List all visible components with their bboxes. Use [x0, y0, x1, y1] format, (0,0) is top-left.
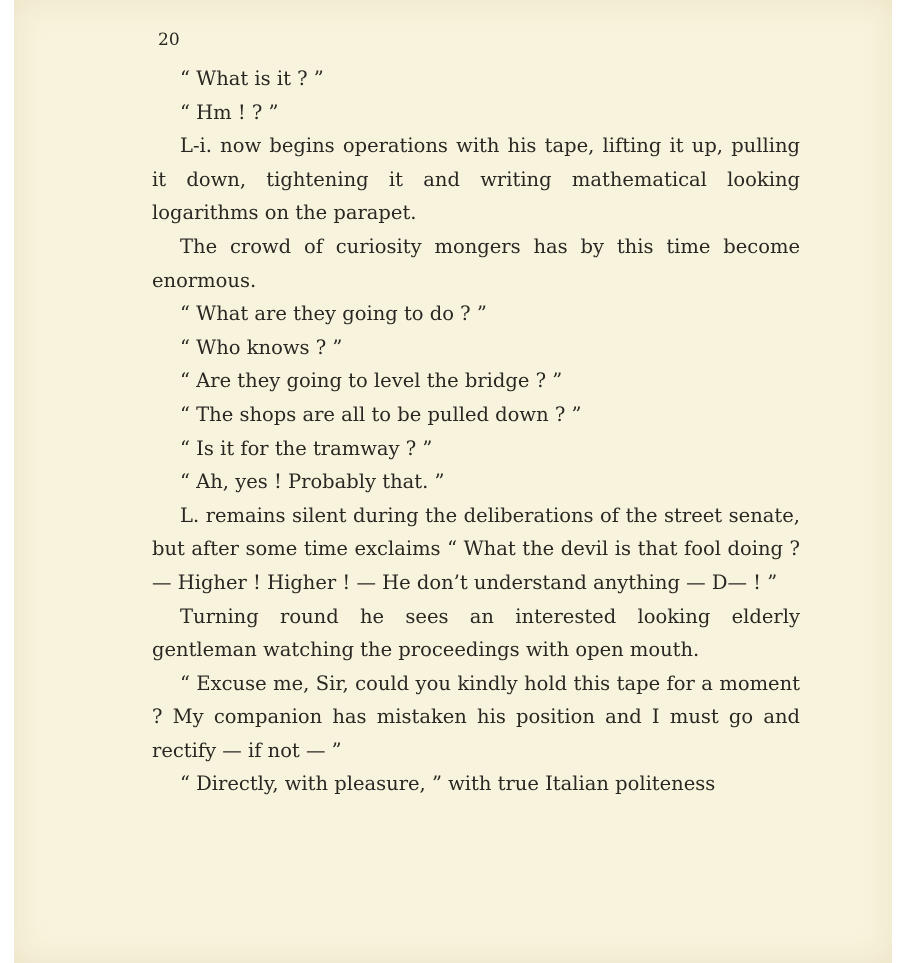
book-page — [14, 0, 892, 963]
dialogue-line: “ Are they going to level the bridge ? ” — [180, 369, 563, 393]
dialogue-line: “ Is it for the tramway ? ” — [180, 436, 433, 460]
dialogue-line: “ Hm ! ? ” — [180, 100, 279, 124]
narrative-paragraph: L. remains silent during the deliberations of the street senate, but after some time exclaims “ What the devil is that fool doing ? — Higher ! Higher ! — He don’t understand anything — D— ! ” — [152, 503, 800, 594]
body-text — [152, 62, 800, 801]
narrative-paragraph: L-i. now begins operations with his tape, lifting it up, pulling it down, tightening it and writing mathematical looking logarithms on the parapet. — [152, 134, 800, 225]
narrative-paragraph: Turning round he sees an interested looking elderly gentleman watching the proceedings with open mouth. — [152, 604, 800, 662]
dialogue-line: “ Who knows ? ” — [180, 335, 343, 359]
dialogue-line: “ Ah, yes ! Probably that. ” — [180, 470, 445, 494]
dialogue-line: “ The shops are all to be pulled down ? ” — [180, 402, 582, 426]
dialogue-paragraph: “ Directly, with pleasure, ” with true Italian politeness — [180, 772, 716, 796]
narrative-paragraph: The crowd of curiosity mongers has by this time become enormous. — [152, 234, 800, 292]
page-number: 20 — [158, 30, 180, 50]
dialogue-line: “ What is it ? ” — [180, 67, 324, 90]
dialogue-line: “ What are they going to do ? ” — [180, 302, 487, 326]
dialogue-paragraph: “ Excuse me, Sir, could you kindly hold this tape for a moment ? My companion has mistaken his position and I must go and rectify — if not — ” — [152, 671, 800, 762]
